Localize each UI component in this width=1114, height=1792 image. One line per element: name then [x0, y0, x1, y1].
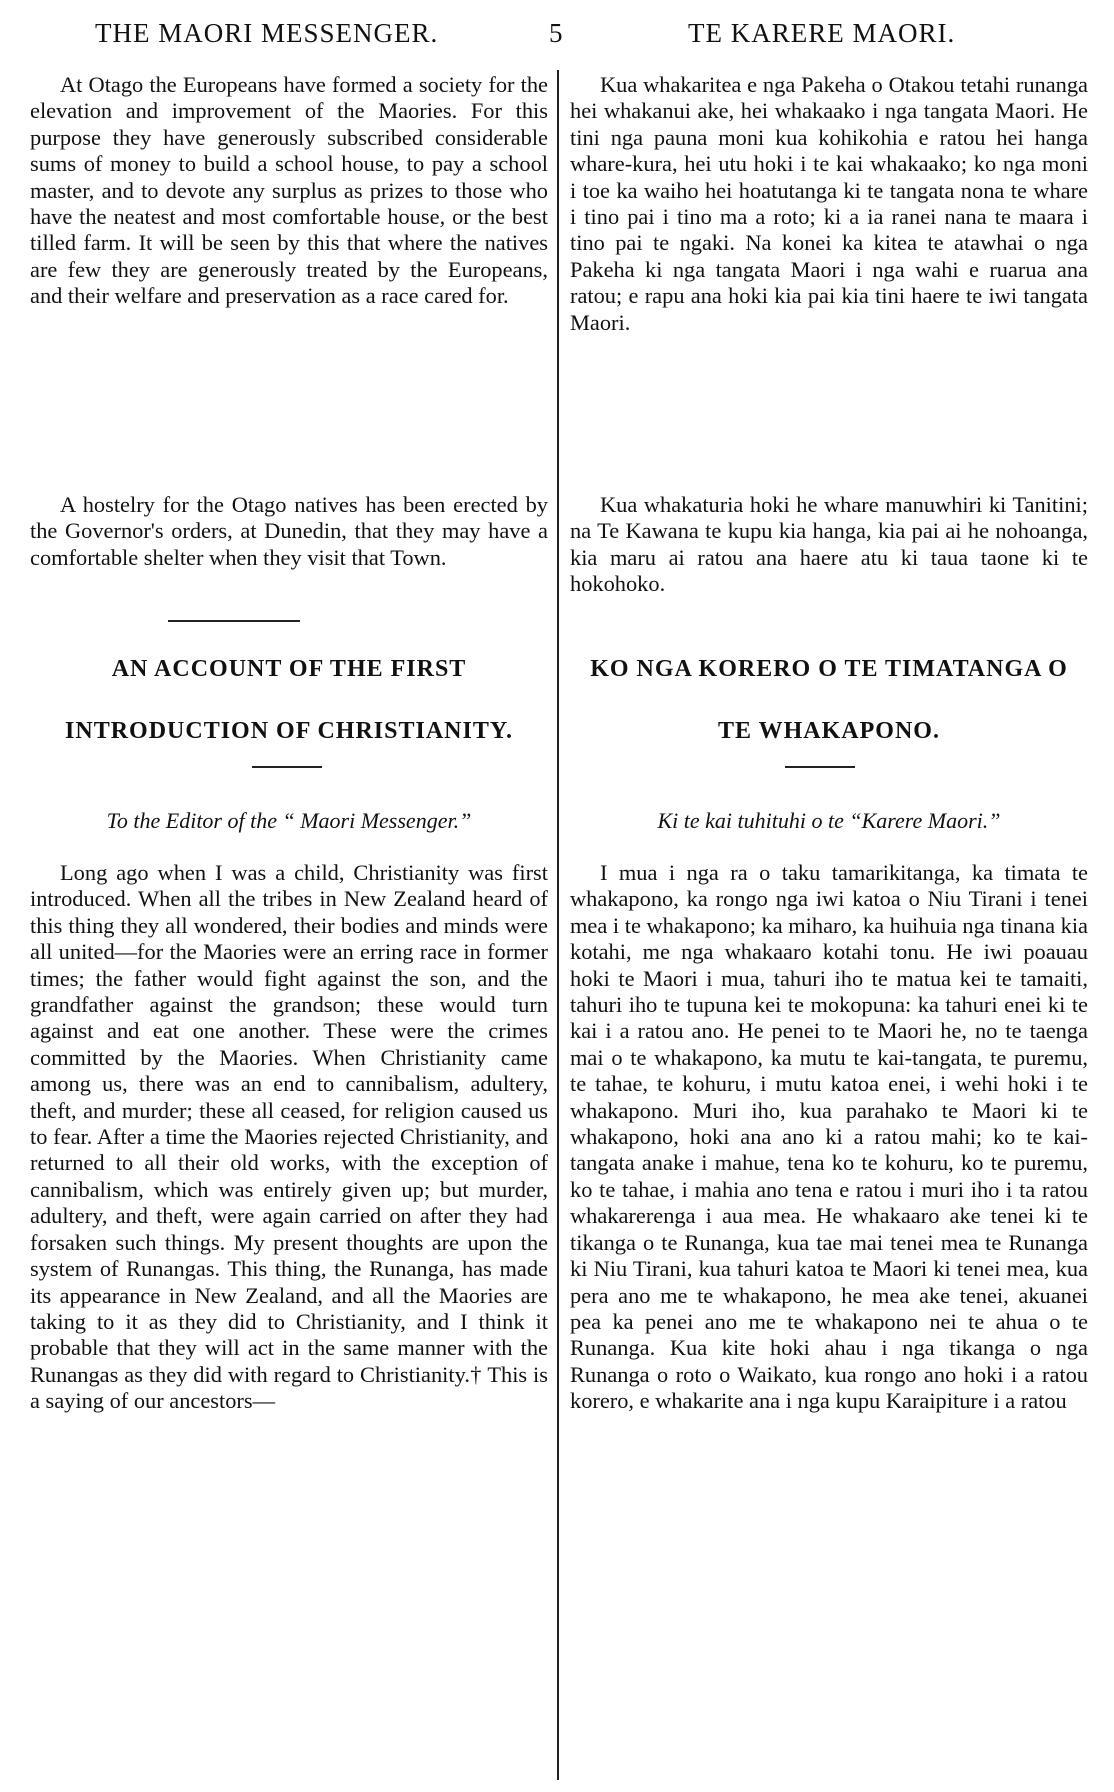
heading-rule-maori: [785, 766, 855, 768]
hostelry-paragraph: A hostelry for the Otago natives has been erected by the Governor's orders, at Dunedin, that they may have a comfortable shelter when they visit that Town.: [30, 492, 548, 570]
otakou-runanga-paragraph: Kua whakaritea e nga Pakeha o Otakou tetahi runanga hei whakanui ake, hei whakaako i nga tangata Maori. He tini nga pauna moni kua kohikohia e ratou hei hanga whare-kura, hei utu hoki i te kai whakaako; ko nga moni i toe ka waiho hei hoatutanga ki te tangata nona te whare i tino pai i tino ma a roto; ki a ia ranei nana te maara i tino pai te ngaki. Na konei ka kitea te atawhai o nga Pakeha ki nga tangata Maori i nga wahi e ruarua ana ratou; e rapu ana hoki kia pai kia tini haere te iwi tangata Maori.: [570, 72, 1088, 335]
otago-society-paragraph: At Otago the Europeans have formed a society for the elevation and improvement of the Maories. For this purpose they have generously subscribed considerable sums of money to build a school house, to pay a school master, and to devote any surplus as prizes to those who have the neatest and most comfortable house, or the best tilled farm. It will be seen by this that where the natives are few they are generously treated by the Europeans, and their welfare and preservation as a race cared for.: [30, 72, 548, 309]
christianity-letter-paragraph: Long ago when I was a child, Christianity was first introduced. When all the tribes in New Zealand heard of this thing they all wondered, their bodies and minds were all united—for the Maories were an erring race in former times; the father would fight against the son, and the grandfather against the grandson; these would turn against and eat one another. These were the crimes committed by the Maories. When Christianity came among us, there was an end to cannibalism, adultery, theft, and murder; these all ceased, for religion caused us to fear. After a time the Maories rejected Christianity, and returned to all their old works, with the exception of cannibalism, which was entirely given up; but murder, adultery, and theft, were again carried on after they had forsaken such things. My present thoughts are upon the system of Runangas. This thing, the Runanga, has made its appearance in New Zealand, and all the Maories are taking to it as they did to Christianity, and I think it probable that they will act in the same manner with the Runangas as they did with regard to Christianity.† This is a saying of our ancestors—: [30, 860, 548, 1414]
editor-address-maori: Ki te kai tuhituhi o te “Karere Maori.”: [657, 808, 1001, 833]
column-divider: [557, 70, 559, 1780]
section-heading: AN ACCOUNT OF THE FIRST INTRODUCTION OF CHRISTIANITY.: [65, 656, 513, 744]
section-heading-maori: KO NGA KORERO O TE TIMATANGA O TE WHAKAPONO.: [590, 656, 1068, 744]
running-head-maori: TE KARERE MAORI.: [688, 18, 956, 48]
editor-address: To the Editor of the “ Maori Messenger.”: [106, 808, 472, 833]
section-rule: [168, 620, 300, 622]
page-number: 5: [549, 18, 564, 48]
running-head-english: THE MAORI MESSENGER.: [95, 18, 439, 48]
whare-manuwhiri-paragraph: Kua whakaturia hoki he whare manuwhiri ki Tanitini; na Te Kawana te kupu kia hanga, kia pai ai he nohoanga, kia maru ai ratou ana haere atu ki taua taone ki te hokohoko.: [570, 492, 1088, 597]
whakapono-letter-paragraph: I mua i nga ra o taku tamarikitanga, ka timata te whakapono, ka rongo nga iwi katoa o Niu Tirani i tenei mea i te whakapono; ka miharo, ka huihuia nga tinana kia kotahi, me nga whakaaro kotahi tonu. He iwi poauau hoki te Maori i mua, tahuri iho te matua kei te tamaiti, tahuri iho te tupuna kei te mokopuna: ka tahuri enei ki te kai i a ratou ano. He penei to te Maori he, no te taenga mai o te whakapono, ka mutu te kai-tangata, te puremu, te tahae, te kohuru, i mutu katoa enei, i wehi hoki i te whakapono. Muri iho, kua parahako te Maori ki te whakapono, hoki ana ano ki a ratou mahi; ko te kai-tangata anake i mahue, tena ko te kohuru, ko te puremu, ko te tahae, i mahia ano tena e ratou i muri iho i ta ratou whakarerenga i aua mea. He whakaaro ake tenei ki te tikanga o te Runanga, kua tae mai tenei mea te Runanga ki Niu Tirani, kua tahuri katoa te Maori ki tenei mea, kua pera ano me te whakapono, he mea ake tenei, akuanei pea ka penei ano me te whakapono nei te ahua o te Runanga. Kua kite hoki ahau i nga tikanga o nga Runanga o roto o Waikato, kua rongo ano hoki i a ratou korero, e whakarite ana i nga kupu Karaipiture i a ratou: [570, 860, 1088, 1414]
heading-rule: [252, 766, 322, 768]
